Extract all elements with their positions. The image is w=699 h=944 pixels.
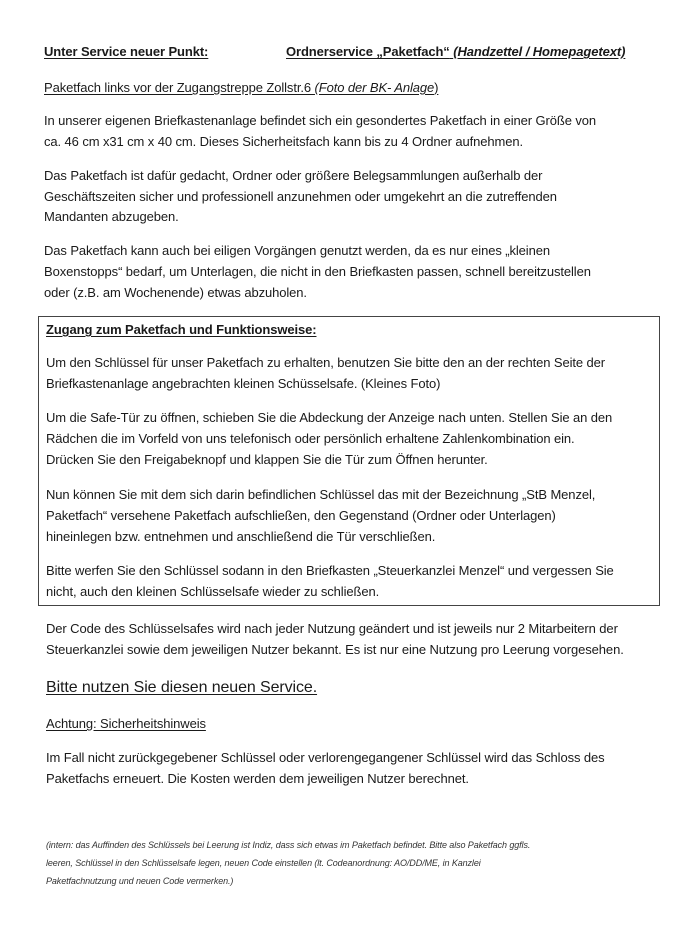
- internal-note-l3: Paketfachnutzung und neuen Code vermerken.): [46, 876, 234, 886]
- warning-title: Achtung: Sicherheitshinweis: [46, 716, 206, 731]
- intro-p3-l3: oder (z.B. am Wochenende) etwas abzuholen.: [44, 285, 307, 300]
- warning-l2: Paketfachs erneuert. Die Kosten werden dem jeweiligen Nutzer berechnet.: [46, 771, 469, 786]
- intro-p1-l2: ca. 46 cm x31 cm x 40 cm. Dieses Sicherheitsfach kann bis zu 4 Ordner aufnehmen.: [44, 134, 524, 149]
- header-note: (Handzettel / Homepagetext): [453, 44, 626, 59]
- box-p4-l2: nicht, auch den kleinen Schlüsselsafe wieder zu schließen.: [46, 584, 380, 599]
- intro-p2-l1: Das Paketfach ist dafür gedacht, Ordner oder größere Belegsammlungen außerhalb der: [44, 168, 543, 183]
- box-p2-l3: Drücken Sie den Freigabeknopf und klappen Sie die Tür zum Öffnen herunter.: [46, 452, 488, 467]
- box-p4-l1: Bitte werfen Sie den Schlüssel sodann in den Briefkasten „Steuerkanzlei Menzel“ und vergessen Sie: [46, 563, 614, 578]
- header-label: Unter Service neuer Punkt:: [44, 44, 209, 59]
- box-p1-l2: Briefkastenanlage angebrachten kleinen Schüsselsafe. (Kleines Foto): [46, 376, 441, 391]
- internal-note-l2: leeren, Schlüssel in den Schlüsselsafe legen, neuen Code einstellen (lt. Codeanordnung: AO/DD/ME, in Kanzlei: [46, 858, 481, 868]
- code-note-l1: Der Code des Schlüsselsafes wird nach jeder Nutzung geändert und ist jeweils nur 2 Mitarbeitern der: [46, 621, 618, 636]
- box-p2-l2: Rädchen die im Vorfeld von uns telefonisch oder persönlich erhaltene Zahlenkombination ein.: [46, 431, 575, 446]
- internal-note-l1: (intern: das Auffinden des Schlüssels bei Leerung ist Indiz, dass sich etwas im Paketfach befindet. Bitte also Paketfach ggfls.: [46, 840, 531, 850]
- intro-p2-l2: Geschäftszeiten sicher und professionell anzunehmen oder umgekehrt an die zutreffenden: [44, 189, 557, 204]
- location-main: Paketfach links vor der Zugangstreppe Zollstr.6: [44, 80, 315, 95]
- location-note: (Foto der BK- Anlage: [314, 80, 435, 95]
- box-p3-l3: hineinlegen bzw. entnehmen und anschließend die Tür verschließen.: [46, 529, 436, 544]
- box-p3-l1: Nun können Sie mit dem sich darin befindlichen Schlüssel das mit der Bezeichnung „StB Menzel,: [46, 487, 596, 502]
- box-p1-l1: Um den Schlüssel für unser Paketfach zu erhalten, benutzen Sie bitte den an der rechten Seite der: [46, 355, 606, 370]
- box-p3-l2: Paketfach“ versehene Paketfach aufschließen, den Gegenstand (Ordner oder Unterlagen): [46, 508, 556, 523]
- call-to-action: Bitte nutzen Sie diesen neuen Service.: [46, 679, 318, 696]
- location-line: Paketfach links vor der Zugangstreppe Zollstr.6 (Foto der BK- Anlage): [44, 80, 439, 95]
- intro-p2-l3: Mandanten abzugeben.: [44, 209, 179, 224]
- header-title: [286, 44, 625, 60]
- box-p2-l1: Um die Safe-Tür zu öffnen, schieben Sie die Abdeckung der Anzeige nach unten. Stellen Sie an den: [46, 410, 613, 425]
- header-service-name: Ordnerservice „Paketfach“: [286, 44, 450, 59]
- warning-l1: Im Fall nicht zurückgegebener Schlüssel oder verlorengegangener Schlüssel wird das Schloss des: [46, 750, 605, 765]
- intro-p3-l1: Das Paketfach kann auch bei eiligen Vorgängen genutzt werden, da es nur eines „kleinen: [44, 243, 550, 258]
- box-title: Zugang zum Paketfach und Funktionsweise:: [46, 322, 317, 337]
- intro-p1-l1: In unserer eigenen Briefkastenanlage befindet sich ein gesondertes Paketfach in einer Größe von: [44, 113, 597, 128]
- intro-p3-l2: Boxenstopps“ bedarf, um Unterlagen, die nicht in den Briefkasten passen, schnell bereitzustellen: [44, 264, 591, 279]
- code-note-l2: Steuerkanzlei sowie dem jeweiligen Nutzer bekannt. Es ist nur eine Nutzung pro Leerung vorgesehen.: [46, 642, 624, 657]
